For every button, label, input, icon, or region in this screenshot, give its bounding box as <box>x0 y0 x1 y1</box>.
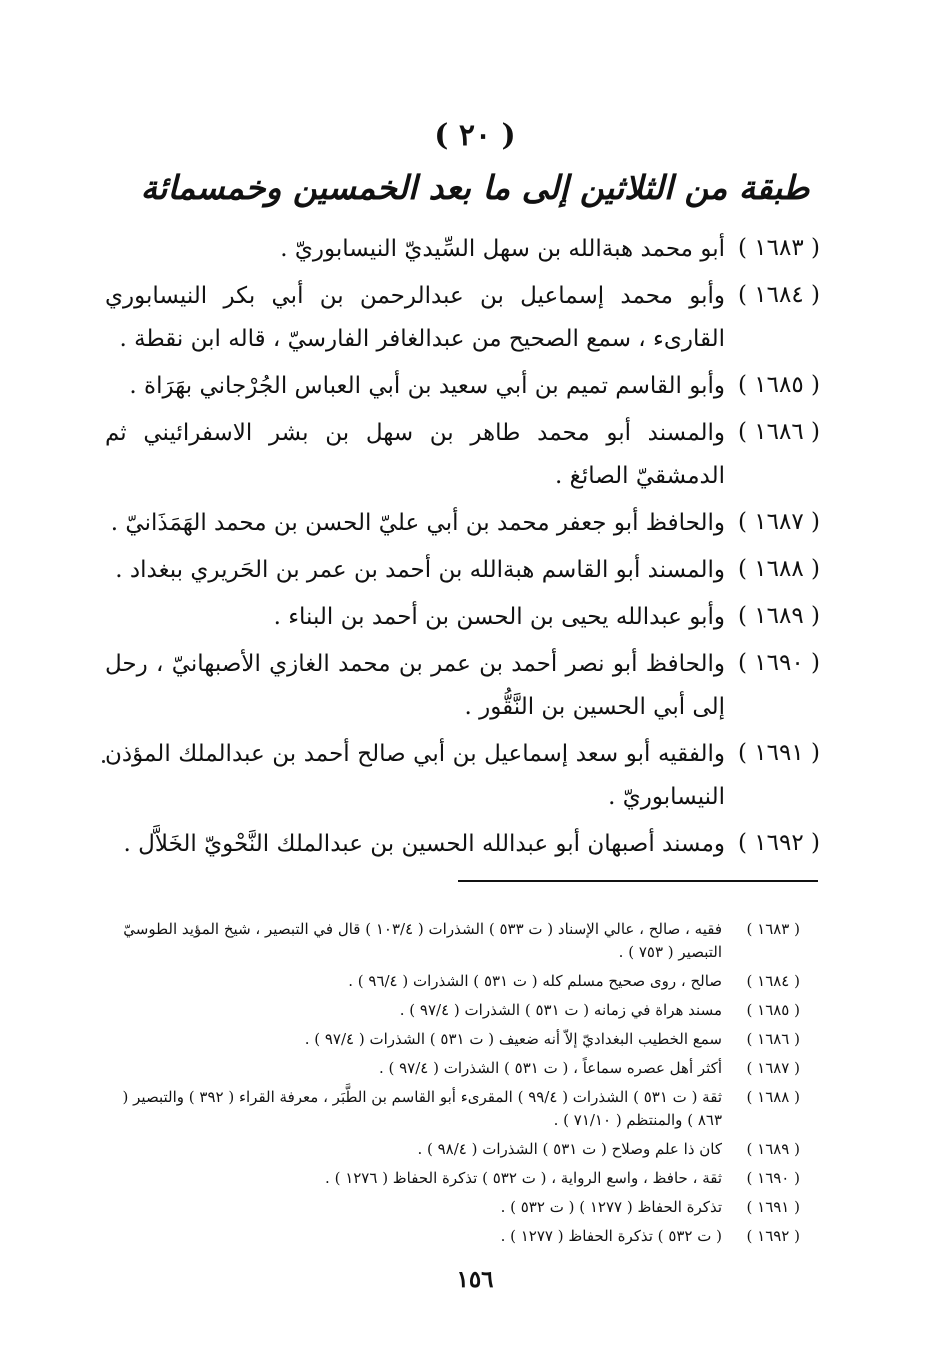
entry-number: ( ١٦٩٢ ) <box>737 830 820 856</box>
footnote-1692 <box>100 1225 800 1248</box>
footnote-text: ثقة ، حافظ ، واسع الرواية ، ( ت ٥٣٢ ) تذكرة الحفاظ ( ١٢٧٦ ) . <box>325 1169 722 1187</box>
footnote-number: ( ١٦٨٤ ) <box>746 972 800 990</box>
entry-text: والفقيه أبو سعد إسماعيل بن أبي صالح أحمد بن عبدالملك المؤذن النيسابوريّ . <box>105 741 725 810</box>
entry-text: وأبو محمد إسماعيل بن عبدالرحمن بن أبي بكر النيسابوري القارىء ، سمع الصحيح من عبدالغافر الفارسيّ ، قاله ابن نقطة . <box>105 283 725 352</box>
entry-number: ( ١٦٨٣ ) <box>737 235 820 261</box>
footnote-text: كان ذا علم وصلاح ( ت ٥٣١ ) الشذرات ( ٩٨/٤ ) . <box>417 1140 722 1158</box>
entry-text: وأبو عبدالله يحيى بن الحسن بن أحمد بن البناء . <box>273 604 725 630</box>
footnote-number: ( ١٦٩١ ) <box>746 1198 800 1216</box>
entry-number: ( ١٦٨٩ ) <box>737 603 820 629</box>
footnote-1686 <box>100 1028 800 1051</box>
entry-number: ( ١٦٨٧ ) <box>737 509 820 535</box>
entry-1688 <box>105 549 820 592</box>
footnote-1691 <box>100 1196 800 1219</box>
footnote-text: تذكرة الحفاظ ( ١٢٧٧ ) ( ت ٥٣٢ ) . <box>500 1198 722 1216</box>
footnote-1688 <box>100 1086 800 1132</box>
entry-text: وأبو القاسم تميم بن أبي سعيد بن أبي العباس الجُرْجاني بهَرَاة . <box>129 373 725 399</box>
footnote-text: فقيه ، صالح ، عالي الإسناد ( ت ٥٣٣ ) الشذرات ( ١٠٣/٤ ) قال في التبصير ، شيخ المؤيد الطوسيّ التبصير ( ٧٥٣ ) . <box>123 920 722 961</box>
footnote-number: ( ١٦٨٩ ) <box>746 1140 800 1158</box>
entry-number: ( ١٦٩٠ ) <box>737 650 820 676</box>
entry-number: ( ١٦٨٤ ) <box>737 282 820 308</box>
biography-entries <box>105 228 820 870</box>
footnote-1684 <box>100 970 800 993</box>
footnote-1687 <box>100 1057 800 1080</box>
section-number: ( ٢٠ ) <box>434 118 516 153</box>
entry-1692 <box>105 823 820 866</box>
stray-mark <box>102 760 105 763</box>
footnote-number: ( ١٦٨٣ ) <box>746 920 800 938</box>
footnote-divider <box>458 880 818 882</box>
entry-1683 <box>105 228 820 271</box>
page-number: ١٥٦ <box>456 1266 494 1293</box>
entry-number: ( ١٦٩١ ) <box>737 740 820 766</box>
entry-text: والمسند أبو محمد طاهر بن سهل بن بشر الاسفرائيني ثم الدمشقيّ الصائغ . <box>105 420 725 489</box>
footnote-number: ( ١٦٨٥ ) <box>746 1001 800 1019</box>
entry-1686 <box>105 412 820 498</box>
footnote-number: ( ١٦٩٢ ) <box>746 1227 800 1245</box>
footnote-1683 <box>100 918 800 964</box>
footnote-number: ( ١٦٨٦ ) <box>746 1030 800 1048</box>
footnote-1689 <box>100 1138 800 1161</box>
entry-text: ومسند أصبهان أبو عبدالله الحسين بن عبدالملك النَّحْويّ الخَلاَّل . <box>123 831 725 857</box>
entry-text: والحافظ أبو نصر أحمد بن عمر بن محمد الغازي الأصبهانيّ ، رحل إلى أبي الحسين بن النَّقُّور . <box>105 651 725 720</box>
entry-1690 <box>105 643 820 729</box>
entry-number: ( ١٦٨٥ ) <box>737 372 820 398</box>
entry-number: ( ١٦٨٨ ) <box>737 556 820 582</box>
entry-number: ( ١٦٨٦ ) <box>737 419 820 445</box>
entry-1689 <box>105 596 820 639</box>
footnote-1690 <box>100 1167 800 1190</box>
entry-text: والحافظ أبو جعفر محمد بن أبي عليّ الحسن بن محمد الهَمَذَانيّ . <box>110 510 725 536</box>
entry-1684 <box>105 275 820 361</box>
footnote-number: ( ١٦٩٠ ) <box>746 1169 800 1187</box>
footnote-text: مسند هراة في زمانه ( ت ٥٣١ ) الشذرات ( ٩٧/٤ ) . <box>399 1001 722 1019</box>
entry-text: أبو محمد هبةالله بن سهل السِّيديّ النيسابوريّ . <box>280 236 725 262</box>
footnote-text: ( ت ٥٣٢ ) تذكرة الحفاظ ( ١٢٧٧ ) . <box>500 1227 722 1245</box>
footnote-text: أكثر أهل عصره سماعاً ، ( ت ٥٣١ ) الشذرات ( ٩٧/٤ ) . <box>378 1059 722 1077</box>
footnote-1685 <box>100 999 800 1022</box>
section-title: طبقة من الثلاثين إلى ما بعد الخمسين وخمسمائة <box>140 168 810 207</box>
entry-1685 <box>105 365 820 408</box>
footnotes <box>100 918 800 1254</box>
footnote-number: ( ١٦٨٨ ) <box>746 1088 800 1106</box>
footnote-text: ثقة ( ت ٥٣١ ) الشذرات ( ٩٩/٤ ) المقرىء أبو القاسم بن الطَّبَر ، معرفة القراء ( ٣٩٢ ) والتبصير ( ٨٦٣ ) والمنتظم ( ٧١/١٠ ) . <box>122 1088 722 1129</box>
entry-text: والمسند أبو القاسم هبةالله بن أحمد بن عمر بن الحَريري ببغداد . <box>115 557 725 583</box>
entry-1687 <box>105 502 820 545</box>
footnote-text: سمع الخطيب البغداديّ إلاّ أنه ضعيف ( ت ٥٣١ ) الشذرات ( ٩٧/٤ ) . <box>304 1030 722 1048</box>
footnote-text: صالح ، روى صحيح مسلم كله ( ت ٥٣١ ) الشذرات ( ٩٦/٤ ) . <box>348 972 722 990</box>
footnote-number: ( ١٦٨٧ ) <box>746 1059 800 1077</box>
entry-1691 <box>105 733 820 819</box>
